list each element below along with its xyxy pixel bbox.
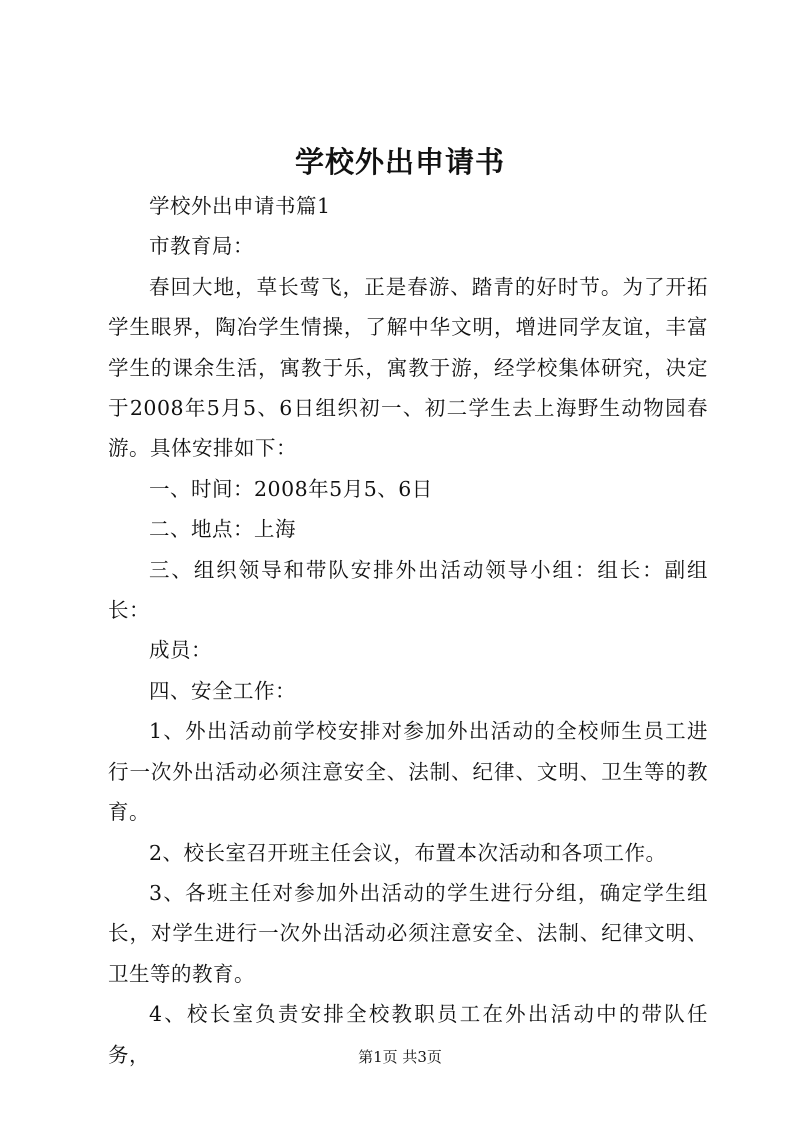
members-item: 成员： bbox=[149, 638, 212, 663]
page-number: 第1页 共3页 bbox=[358, 1048, 442, 1066]
recipient-line: 市教育局： bbox=[149, 234, 254, 259]
document-title: 学校外出申请书 bbox=[294, 145, 505, 179]
safety-point-1: 1、外出活动前学校安排对参加外出活动的全校师生员工进行一次外出活动必须注意安全、法制、纪律、文明、卫生等的教育。 bbox=[108, 719, 708, 825]
safety-point-3: 3、各班主任对参加外出活动的学生进行分组，确定学生组长，对学生进行一次外出活动必须注意安全、法制、纪律文明、卫生等的教育。 bbox=[108, 880, 708, 986]
location-item: 二、地点：上海 bbox=[149, 517, 296, 542]
section-heading: 学校外出申请书篇1 bbox=[149, 194, 331, 218]
safety-heading: 四、安全工作： bbox=[149, 678, 296, 703]
intro-paragraph: 春回大地，草长莺飞，正是春游、踏青的好时节。为了开拓学生眼界，陶冶学生情操，了解中华文明，增进同学友谊，丰富学生的课余生活，寓教于乐，寓教于游，经学校集体研究，决定于2008年5月5、6日组织初一、初二学生去上海野生动物园春游。具体安排如下： bbox=[108, 274, 708, 461]
safety-point-2: 2、校长室召开班主任会议，布置本次活动和各项工作。 bbox=[149, 840, 667, 865]
time-item: 一、时间：2008年5月5、6日 bbox=[149, 476, 433, 501]
document-body bbox=[108, 186, 708, 1075]
leadership-item: 三、组织领导和带队安排外出活动领导小组：组长：副组长： bbox=[108, 557, 708, 623]
safety-point-4: 4、校长室负责安排全校教职员工在外出活动中的带队任务， bbox=[108, 1002, 708, 1067]
